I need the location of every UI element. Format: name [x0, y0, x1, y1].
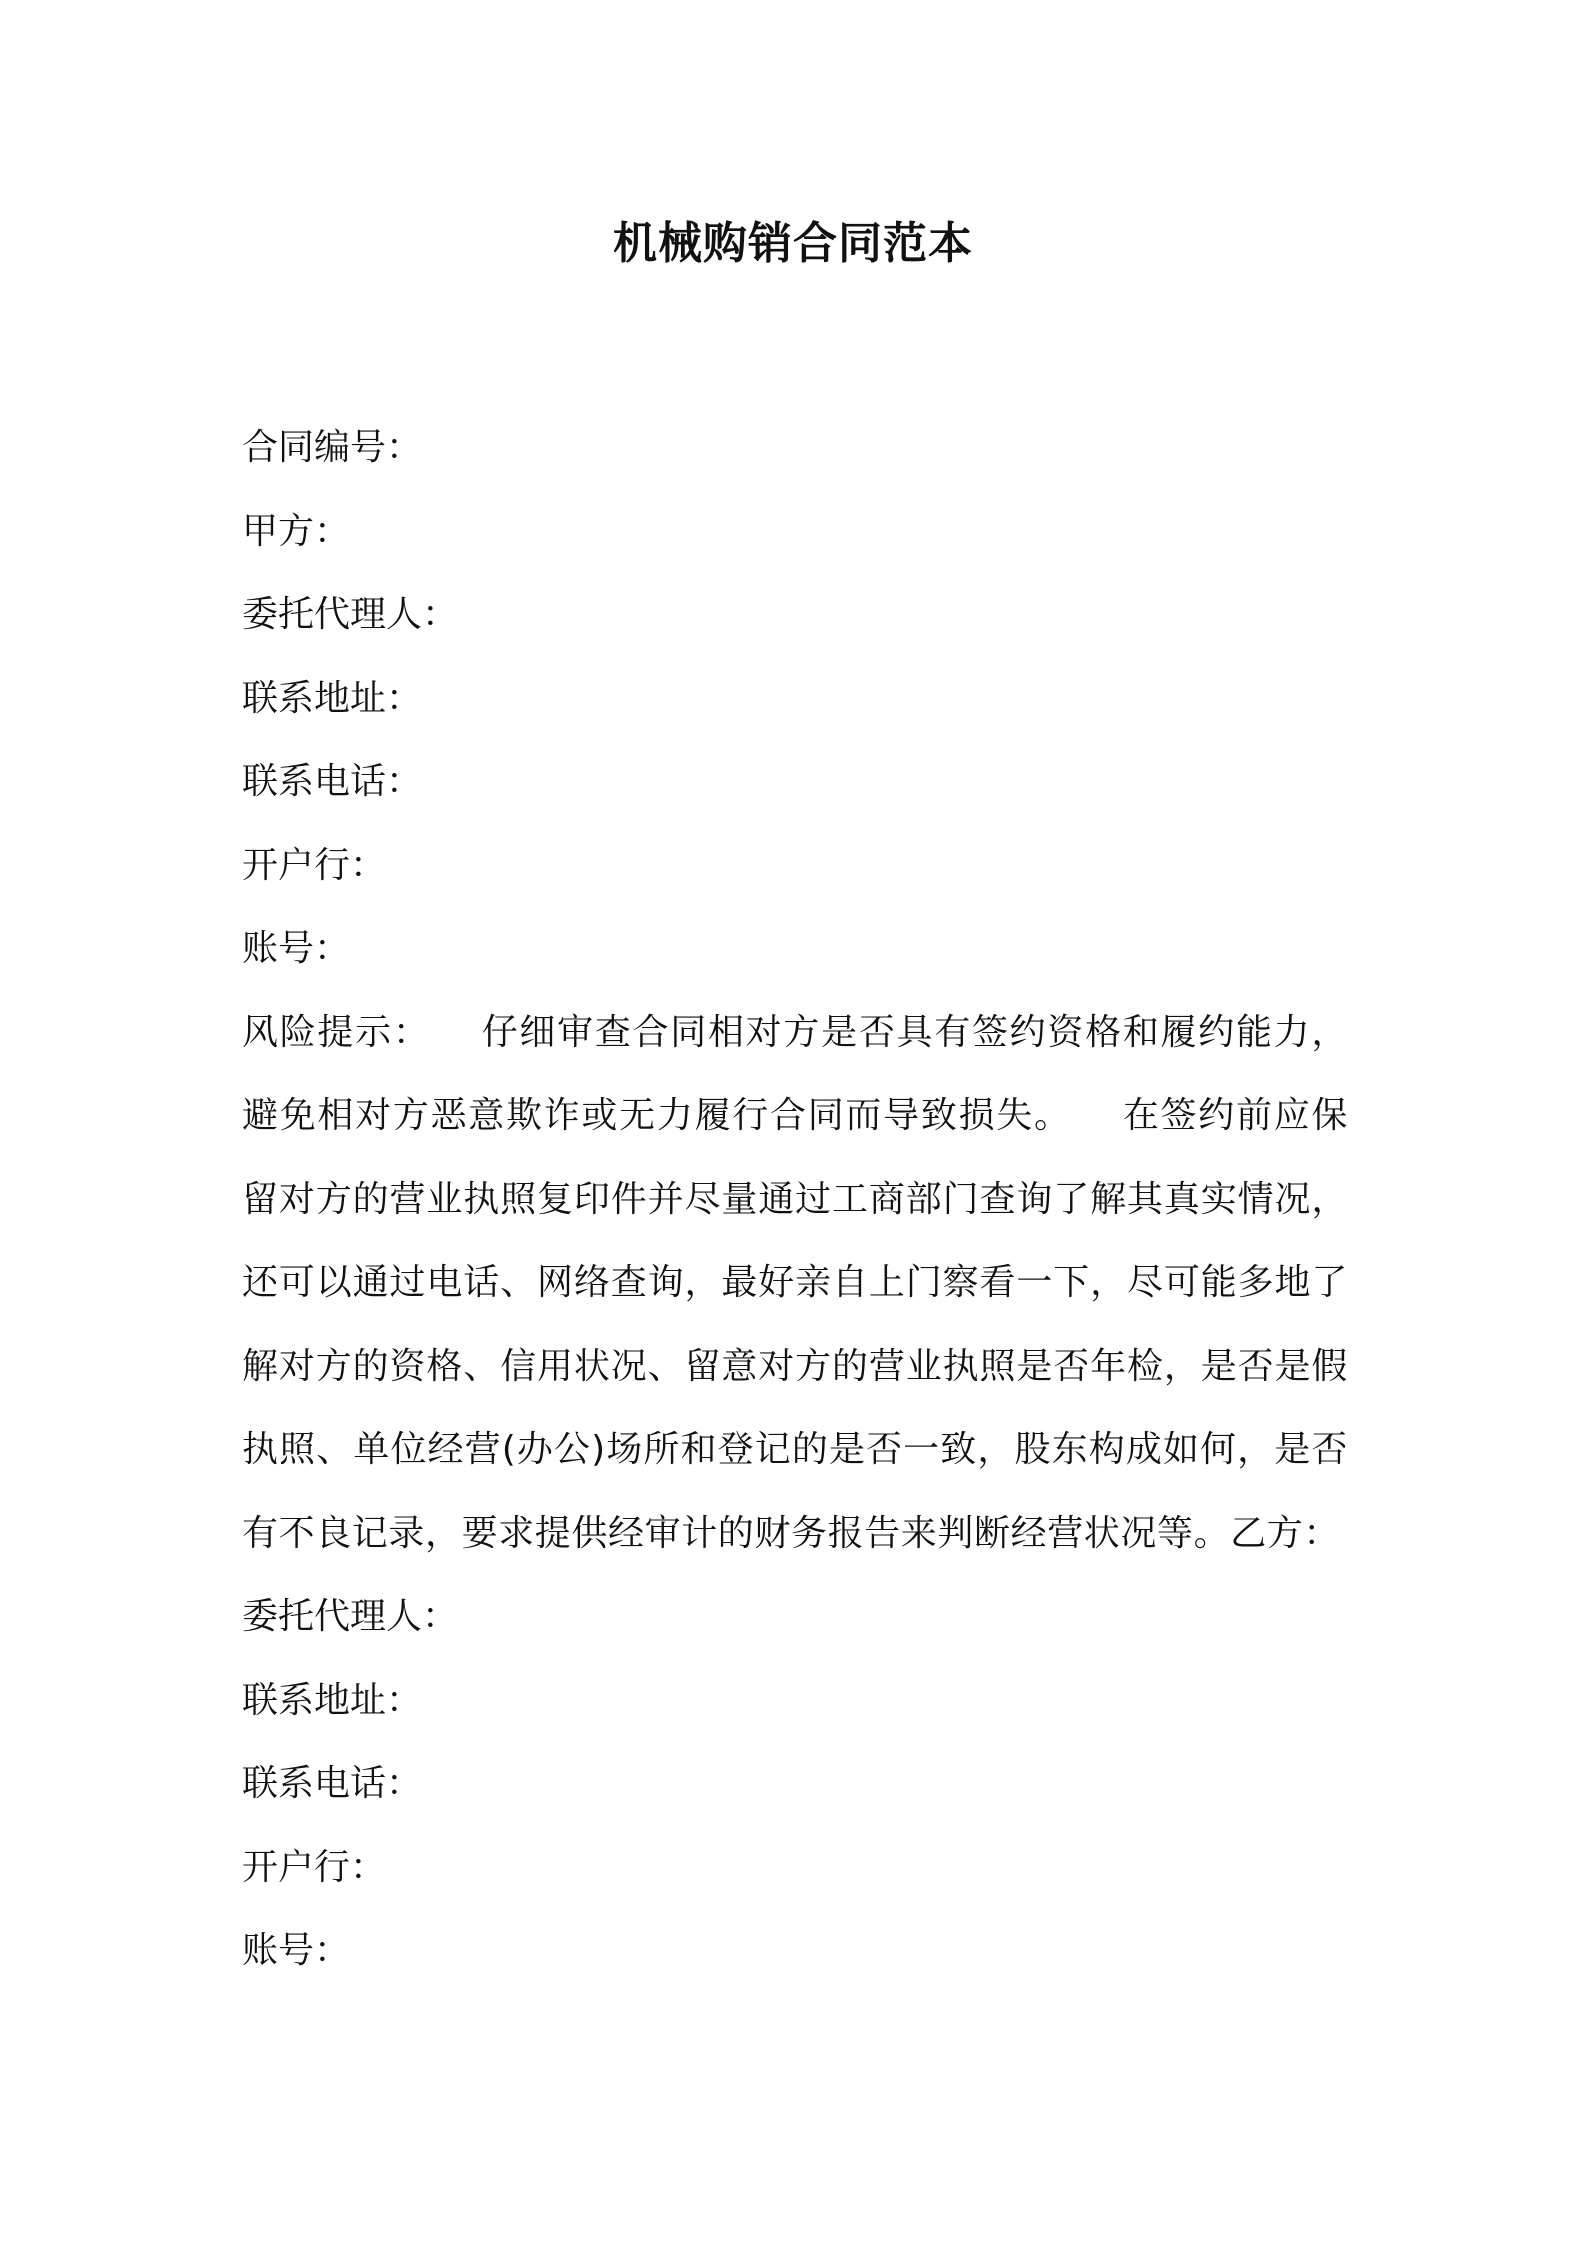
party-a-bank-field: 开户行：	[242, 844, 387, 886]
risk-warning-paragraph	[242, 991, 1348, 1576]
party-a-address-field: 联系地址：	[242, 677, 423, 719]
party-a-account-field: 账号：	[242, 928, 351, 969]
document-title: 机械购销合同范本	[613, 218, 973, 269]
document-body	[242, 406, 1348, 1993]
risk-warning-text-2: 在签约前应保留对方的营业执照复印件并尽量通过工商部门查询了解其真实情况，还可以通过电话、网络查询，最好亲自上门察看一下，尽可能多地了解对方的资格、信用状况、留意对方的营业执照是否年检，是否是假执照、单位经营(办公)场所和登记的是否一致，股东构成如何，是否有不良记录，要求提供经审计的财务报告来判断经营状况等。乙方：	[242, 1095, 1349, 1554]
party-a-phone-field: 联系电话：	[242, 761, 423, 802]
party-a-agent-field: 委托代理人：	[242, 594, 459, 635]
risk-warning-text-1: 仔细审查合同相对方是否具有签约资格和履约能力，避免相对方恶意欺诈或无力履行合同而导致损失。	[242, 1011, 1348, 1136]
party-b-agent-field: 委托代理人：	[242, 1596, 459, 1637]
party-b-phone-field: 联系电话：	[242, 1763, 423, 1804]
party-b-account-field: 账号：	[242, 1930, 351, 1971]
party-b-address-field: 联系地址：	[242, 1679, 423, 1721]
contract-number-field: 合同编号：	[242, 427, 423, 468]
party-a-field: 甲方：	[242, 510, 351, 552]
risk-warning-label: 风险提示：	[242, 1011, 431, 1053]
party-b-bank-field: 开户行：	[242, 1846, 387, 1888]
